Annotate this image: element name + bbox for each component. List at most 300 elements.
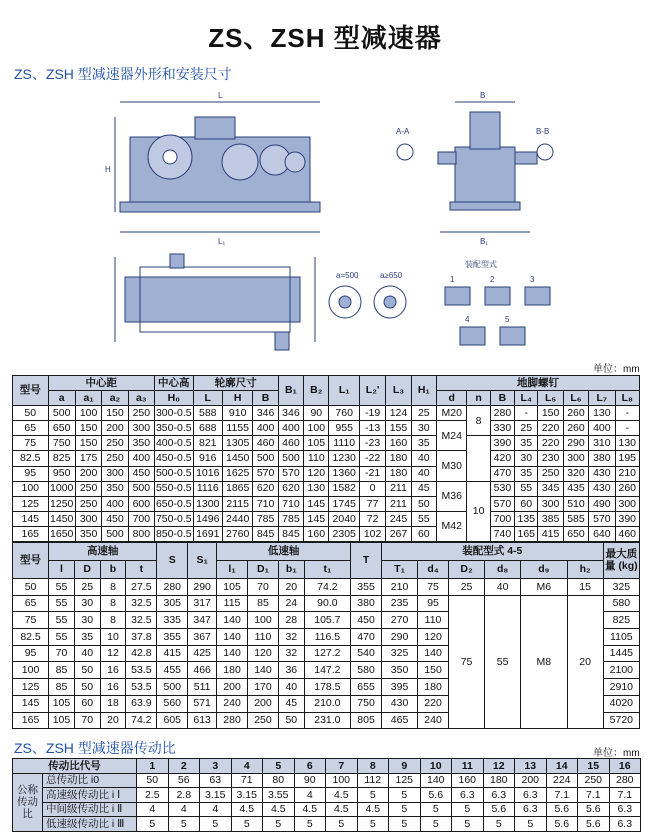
table-cell: 325 bbox=[382, 645, 418, 662]
table-cell: 5 bbox=[263, 817, 295, 832]
table-row bbox=[13, 817, 641, 832]
drawing-label-H: H bbox=[105, 165, 111, 174]
table-cell: 6.3 bbox=[609, 817, 641, 832]
table-cell: 224 bbox=[546, 773, 578, 788]
table-cell: 250 bbox=[75, 496, 101, 511]
table-cell: 211 bbox=[386, 481, 411, 496]
table-cell: 90 bbox=[304, 406, 329, 421]
table-cell: 4020 bbox=[603, 695, 639, 712]
table-cell: 845 bbox=[253, 526, 278, 541]
table-cell: 55 bbox=[515, 481, 538, 496]
table-cell: 37.8 bbox=[126, 629, 157, 646]
table-cell: 65 bbox=[13, 421, 49, 436]
table-cell: M8 bbox=[521, 595, 567, 729]
table-cell: 50 bbox=[278, 712, 304, 729]
table-cell: 25 bbox=[449, 579, 485, 596]
table-cell: 805 bbox=[351, 712, 382, 729]
table-cell: 100 bbox=[304, 421, 329, 436]
sub-a: a bbox=[48, 391, 75, 406]
table-cell: 145 bbox=[13, 511, 49, 526]
table-cell: 550-0.5 bbox=[155, 482, 192, 495]
col-b1: B₁ bbox=[278, 376, 303, 406]
table-cell: 74.2 bbox=[304, 579, 350, 596]
table-cell: 178.5 bbox=[304, 679, 350, 696]
table-cell: 145 bbox=[304, 496, 329, 511]
drawing-label-L1: L₁ bbox=[218, 237, 226, 246]
table-cell: 5 bbox=[137, 817, 169, 832]
table-cell: M20 bbox=[437, 406, 467, 421]
table-cell: 1300 bbox=[193, 496, 222, 511]
table-cell: 310 bbox=[589, 436, 615, 451]
table-cell: 1105 bbox=[603, 629, 639, 646]
table-cell: 95 bbox=[13, 466, 49, 481]
sub-l5: L₅ bbox=[538, 391, 563, 406]
table-cell: M36 bbox=[437, 481, 467, 511]
t2-sub-l1: l₁ bbox=[217, 561, 248, 579]
t2-sub-t1: t₁ bbox=[304, 561, 350, 579]
table-cell: 1691 bbox=[193, 526, 222, 541]
table-cell: 210 bbox=[615, 466, 639, 481]
table-cell: 5 bbox=[452, 817, 484, 832]
table-cell: 220 bbox=[538, 421, 563, 436]
table-cell: -21 bbox=[359, 466, 385, 481]
col-l2: L₂' bbox=[359, 376, 385, 406]
table-cell: 20 bbox=[278, 579, 304, 596]
table-cell: 1305 bbox=[222, 436, 252, 451]
table-cell: 511 bbox=[188, 679, 217, 696]
table-cell: 821 bbox=[193, 436, 222, 451]
table-cell: 50 bbox=[74, 679, 100, 696]
t2-col-assembly: 装配型式 4-5 bbox=[382, 543, 604, 561]
table-cell: 25 bbox=[515, 421, 538, 436]
table-cell: 32.5 bbox=[126, 595, 157, 612]
table-row bbox=[13, 802, 641, 817]
table-cell: 50 bbox=[13, 579, 49, 596]
table-cell: 500 bbox=[48, 406, 75, 421]
table-cell: 10 bbox=[467, 481, 490, 541]
table-cell: 63.9 bbox=[126, 695, 157, 712]
table-cell: 750 bbox=[351, 695, 382, 712]
table-cell: 124 bbox=[386, 406, 411, 421]
table-cell: 130 bbox=[304, 481, 329, 496]
table-cell: 540 bbox=[351, 645, 382, 662]
table-cell: 290 bbox=[382, 629, 418, 646]
table-cell: 346 bbox=[253, 406, 278, 421]
table-cell: 150 bbox=[75, 421, 101, 436]
table-cell: 260 bbox=[563, 406, 588, 421]
table-cell: 300 bbox=[615, 496, 639, 511]
table-cell: 25 bbox=[411, 406, 436, 421]
table-cell: 1230 bbox=[329, 451, 359, 466]
table-cell: 82.5 bbox=[13, 629, 49, 646]
table-cell: 700 bbox=[128, 511, 154, 526]
ratio-code: 6 bbox=[294, 759, 326, 774]
table-cell: 240 bbox=[418, 712, 449, 729]
table-cell: 400 bbox=[589, 421, 615, 436]
table-cell: 75 bbox=[13, 436, 49, 451]
drawing-label-L: L bbox=[218, 91, 223, 100]
table-cell: 155 bbox=[386, 421, 411, 436]
table-cell: 1450 bbox=[48, 511, 75, 526]
sub-l8: L₈ bbox=[615, 391, 639, 406]
reducer-drawing bbox=[100, 82, 640, 372]
table-row bbox=[13, 511, 640, 526]
table-cell: 170 bbox=[248, 679, 279, 696]
table-cell: 650-0.5 bbox=[155, 497, 192, 510]
table-cell: 60 bbox=[411, 526, 436, 541]
table-cell: 140 bbox=[217, 645, 248, 662]
drawing-label-B: B bbox=[480, 91, 486, 100]
table-cell: 28 bbox=[278, 612, 304, 629]
table-cell: 25 bbox=[74, 579, 100, 596]
table-cell: 32 bbox=[278, 645, 304, 662]
table-cell: 430 bbox=[589, 481, 615, 496]
table-cell: 4 bbox=[294, 788, 326, 803]
table-cell: 5.6 bbox=[420, 788, 452, 803]
table-cell: 120 bbox=[304, 466, 329, 481]
table-row bbox=[13, 451, 640, 466]
table-cell: 200 bbox=[515, 773, 547, 788]
table-cell: 130 bbox=[615, 436, 639, 451]
table-cell: 2.8 bbox=[168, 788, 200, 803]
table-cell: 400 bbox=[102, 496, 128, 511]
ratio-code: 2 bbox=[168, 759, 200, 774]
table-cell: 27.5 bbox=[126, 579, 157, 596]
table-cell: 40 bbox=[485, 579, 521, 596]
table-cell: 55 bbox=[411, 511, 436, 526]
table-cell: 710 bbox=[278, 496, 303, 511]
table-cell: 300 bbox=[75, 511, 101, 526]
table-cell: 350 bbox=[382, 662, 418, 679]
t2-col-s1: S₁ bbox=[188, 543, 217, 579]
unit-label-ratio: 单位：mm bbox=[593, 748, 640, 759]
table-cell: 5.6 bbox=[546, 817, 578, 832]
table-cell: 1450 bbox=[222, 451, 252, 466]
table-cell: M30 bbox=[437, 451, 467, 481]
table-cell: 588 bbox=[193, 406, 222, 421]
table-cell: 910 bbox=[222, 406, 252, 421]
table-row bbox=[13, 595, 640, 612]
table-cell: 916 bbox=[193, 451, 222, 466]
table-cell: 325 bbox=[603, 579, 639, 596]
table-cell: -13 bbox=[359, 421, 385, 436]
table-cell: 35 bbox=[515, 436, 538, 451]
t2-sub-b1: b₁ bbox=[278, 561, 304, 579]
table-cell: 125 bbox=[13, 679, 49, 696]
table-cell: 825 bbox=[603, 612, 639, 629]
table-cell: 400 bbox=[253, 421, 278, 436]
table-cell: 1625 bbox=[222, 466, 252, 481]
table-cell: 4.5 bbox=[326, 802, 358, 817]
sub-a2: a₂ bbox=[102, 391, 128, 406]
table-cell: 347 bbox=[188, 612, 217, 629]
table-cell: 140 bbox=[420, 773, 452, 788]
table-cell: 5 bbox=[326, 817, 358, 832]
table-cell: 570 bbox=[490, 496, 514, 511]
table-cell: 140 bbox=[217, 612, 248, 629]
table-cell: 450-0.5 bbox=[155, 452, 192, 465]
table-cell: 350-0.5 bbox=[155, 422, 192, 435]
t2-col-model: 型号 bbox=[13, 543, 49, 579]
t2-sub-d4: d₄ bbox=[418, 561, 449, 579]
table-cell: 5720 bbox=[603, 712, 639, 729]
table-cell: 4 bbox=[137, 802, 169, 817]
table-cell: 105 bbox=[49, 712, 75, 729]
table-cell: 77 bbox=[359, 496, 385, 511]
t2-sub-d9: d₉ bbox=[521, 561, 567, 579]
table-cell: 250 bbox=[248, 712, 279, 729]
sub-l7: L₇ bbox=[589, 391, 615, 406]
table-cell: 36 bbox=[278, 662, 304, 679]
table-cell: 16 bbox=[100, 679, 126, 696]
table-cell: 1116 bbox=[193, 481, 222, 496]
table-cell: M24 bbox=[437, 421, 467, 451]
table-cell: 350 bbox=[75, 526, 101, 541]
table-cell: 127.2 bbox=[304, 645, 350, 662]
col-l1: L₁ bbox=[329, 376, 359, 406]
table-cell: 390 bbox=[490, 436, 514, 451]
table-row bbox=[13, 579, 640, 596]
table-cell: 74.2 bbox=[126, 712, 157, 729]
table-cell: 1865 bbox=[222, 481, 252, 496]
table-cell: 0 bbox=[359, 481, 385, 496]
table-row bbox=[13, 496, 640, 511]
table-cell: 160 bbox=[304, 526, 329, 541]
table-cell: 740 bbox=[490, 526, 514, 541]
table-cell: 160 bbox=[386, 436, 411, 451]
dimension-table bbox=[12, 375, 640, 542]
table-cell: 5 bbox=[483, 817, 515, 832]
sub-a1: a₁ bbox=[75, 391, 101, 406]
table-cell: 267 bbox=[386, 526, 411, 541]
table-cell: 490 bbox=[589, 496, 615, 511]
table-cell: 125 bbox=[389, 773, 421, 788]
table-cell: M6 bbox=[521, 579, 567, 596]
table-cell: 700 bbox=[490, 511, 514, 526]
table-cell: 100 bbox=[13, 481, 49, 496]
t2-sub-t: t bbox=[126, 561, 157, 579]
table-cell: 1000 bbox=[48, 481, 75, 496]
table-cell: 450 bbox=[128, 466, 154, 481]
table-cell: 90.0 bbox=[304, 595, 350, 612]
table-cell: 50 bbox=[411, 496, 436, 511]
table-cell: 510 bbox=[563, 496, 588, 511]
ratio-code: 7 bbox=[326, 759, 358, 774]
ratio-table bbox=[12, 758, 641, 832]
table-cell: 460 bbox=[253, 436, 278, 451]
table-cell: 570 bbox=[253, 466, 278, 481]
table-cell: 500 bbox=[253, 451, 278, 466]
table-cell: 390 bbox=[615, 511, 639, 526]
table-cell: 75 bbox=[13, 612, 49, 629]
table-cell: 785 bbox=[253, 511, 278, 526]
table-cell: 100 bbox=[13, 662, 49, 679]
table-cell: 305 bbox=[157, 595, 188, 612]
ratio-code: 12 bbox=[483, 759, 515, 774]
ratio-code: 15 bbox=[578, 759, 610, 774]
table-cell: 330 bbox=[490, 421, 514, 436]
table-cell: 60 bbox=[74, 695, 100, 712]
table-cell: 1016 bbox=[193, 466, 222, 481]
table-cell: 70 bbox=[248, 579, 279, 596]
table-cell: 5 bbox=[420, 817, 452, 832]
drawing-label-BB: B-B bbox=[536, 127, 550, 136]
table-cell: 415 bbox=[157, 645, 188, 662]
table-cell: 105 bbox=[304, 436, 329, 451]
table-cell: 280 bbox=[490, 406, 514, 421]
table-cell: 150 bbox=[102, 406, 128, 421]
table-cell: 180 bbox=[386, 466, 411, 481]
table-cell: 760 bbox=[329, 406, 359, 421]
table-cell: 380 bbox=[589, 451, 615, 466]
t2-sub-t1-cap: T₁ bbox=[382, 561, 418, 579]
table-cell: 800 bbox=[128, 526, 154, 541]
table-cell: 460 bbox=[278, 436, 303, 451]
t2-sub-d: D bbox=[74, 561, 100, 579]
table-cell: 5.6 bbox=[578, 817, 610, 832]
table-cell: 5 bbox=[515, 817, 547, 832]
table-cell: 605 bbox=[157, 712, 188, 729]
table-cell bbox=[467, 436, 490, 481]
drawing-label-a500: a=500 bbox=[336, 271, 359, 280]
table-row bbox=[13, 466, 640, 481]
ratio-code: 9 bbox=[389, 759, 421, 774]
table-cell: - bbox=[615, 406, 639, 421]
table-cell: 270 bbox=[382, 612, 418, 629]
table-cell: 450 bbox=[351, 612, 382, 629]
table-cell: 4.5 bbox=[357, 802, 389, 817]
table-cell: 12 bbox=[100, 645, 126, 662]
table-cell: 175 bbox=[75, 451, 101, 466]
table-cell: 147.2 bbox=[304, 662, 350, 679]
table-cell: 530 bbox=[490, 481, 514, 496]
table-cell: 53.5 bbox=[126, 679, 157, 696]
table-cell: -19 bbox=[359, 406, 385, 421]
drawing-label-assembly: 装配型式 bbox=[465, 260, 497, 269]
table-cell: 350 bbox=[102, 481, 128, 496]
table-cell: 2115 bbox=[222, 496, 252, 511]
t2-sub-d1: D₁ bbox=[248, 561, 279, 579]
table-cell: 45 bbox=[278, 695, 304, 712]
table-cell: 70 bbox=[74, 712, 100, 729]
table-cell: 5 bbox=[294, 817, 326, 832]
table-cell: 102 bbox=[359, 526, 385, 541]
table-cell: 60 bbox=[515, 496, 538, 511]
t2-sub-d8: d₈ bbox=[485, 561, 521, 579]
table-cell: 160 bbox=[452, 773, 484, 788]
table-cell: 470 bbox=[351, 629, 382, 646]
table-cell: 40 bbox=[411, 466, 436, 481]
table-cell: 3.15 bbox=[231, 788, 263, 803]
t2-col-high-speed-shaft: 高速轴 bbox=[49, 543, 157, 561]
table-cell: 42.8 bbox=[126, 645, 157, 662]
table-cell: 5 bbox=[389, 817, 421, 832]
table-cell: 63 bbox=[200, 773, 232, 788]
table-cell: 500 bbox=[128, 481, 154, 496]
table-row bbox=[13, 526, 640, 541]
table-cell: 6.3 bbox=[483, 788, 515, 803]
drawing-label-AA: A-A bbox=[396, 127, 410, 136]
table-cell: 580 bbox=[603, 595, 639, 612]
table-cell: 4.5 bbox=[263, 802, 295, 817]
table-cell: 240 bbox=[217, 695, 248, 712]
sub-a3: a₃ bbox=[128, 391, 154, 406]
table-cell: 250 bbox=[102, 451, 128, 466]
table-cell: 300 bbox=[563, 451, 588, 466]
table-cell: 845 bbox=[278, 526, 303, 541]
table-cell: 355 bbox=[351, 579, 382, 596]
table-cell: 640 bbox=[589, 526, 615, 541]
table-cell: 50 bbox=[13, 406, 49, 421]
t2-sub-d2: D₂ bbox=[449, 561, 485, 579]
table-cell: 80 bbox=[263, 773, 295, 788]
table-cell: 32 bbox=[278, 629, 304, 646]
table-cell: 200 bbox=[102, 421, 128, 436]
table-cell: 200 bbox=[75, 466, 101, 481]
table-cell: 90 bbox=[294, 773, 326, 788]
table-cell: 180 bbox=[418, 679, 449, 696]
table-cell: 56 bbox=[168, 773, 200, 788]
table-cell: 95 bbox=[13, 645, 49, 662]
table-cell: 35 bbox=[74, 629, 100, 646]
table-cell: 300 bbox=[538, 496, 563, 511]
table-cell: 150 bbox=[418, 662, 449, 679]
table-cell: 955 bbox=[329, 421, 359, 436]
table-cell: 500 bbox=[157, 679, 188, 696]
table-cell: 100 bbox=[326, 773, 358, 788]
table-cell: 110 bbox=[248, 629, 279, 646]
table-cell: 18 bbox=[100, 695, 126, 712]
table-cell: 24 bbox=[278, 595, 304, 612]
ratio-code: 16 bbox=[609, 759, 641, 774]
table-cell: 16 bbox=[100, 662, 126, 679]
table-cell: 140 bbox=[248, 662, 279, 679]
table-cell: 220 bbox=[418, 695, 449, 712]
ratio-group-label: 公称传动比 bbox=[13, 773, 43, 831]
table-cell: 415 bbox=[538, 526, 563, 541]
table-cell: 85 bbox=[49, 679, 75, 696]
table-cell: 320 bbox=[563, 466, 588, 481]
table-cell: 30 bbox=[74, 612, 100, 629]
table-cell: 5 bbox=[420, 802, 452, 817]
table-cell: 250 bbox=[578, 773, 610, 788]
ratio-row-label: 低速级传动比 i Ⅲ bbox=[43, 817, 137, 832]
table-cell: 55 bbox=[485, 595, 521, 729]
table-cell: 35 bbox=[411, 436, 436, 451]
svg-text:5: 5 bbox=[505, 315, 510, 324]
sub-h: H bbox=[222, 391, 252, 406]
table-cell: 1250 bbox=[48, 496, 75, 511]
table-cell: 335 bbox=[157, 612, 188, 629]
table-cell: 8 bbox=[100, 579, 126, 596]
table-cell: 40 bbox=[74, 645, 100, 662]
table-cell: 570 bbox=[278, 466, 303, 481]
table-cell: 5 bbox=[452, 802, 484, 817]
table-cell: 53.5 bbox=[126, 662, 157, 679]
table-cell: 650 bbox=[563, 526, 588, 541]
table-cell: 430 bbox=[589, 466, 615, 481]
sub-b: B bbox=[253, 391, 278, 406]
table-row bbox=[13, 421, 640, 436]
table-cell: 825 bbox=[48, 451, 75, 466]
table-cell: 2.5 bbox=[137, 788, 169, 803]
ratio-code-header: 传动比代号 bbox=[13, 759, 137, 774]
table-cell: 3.55 bbox=[263, 788, 295, 803]
ratio-row-label: 高速级传动比 i Ⅰ bbox=[43, 788, 137, 803]
table-cell: 40 bbox=[411, 451, 436, 466]
table-cell: 280 bbox=[157, 579, 188, 596]
table-cell: 950 bbox=[48, 466, 75, 481]
